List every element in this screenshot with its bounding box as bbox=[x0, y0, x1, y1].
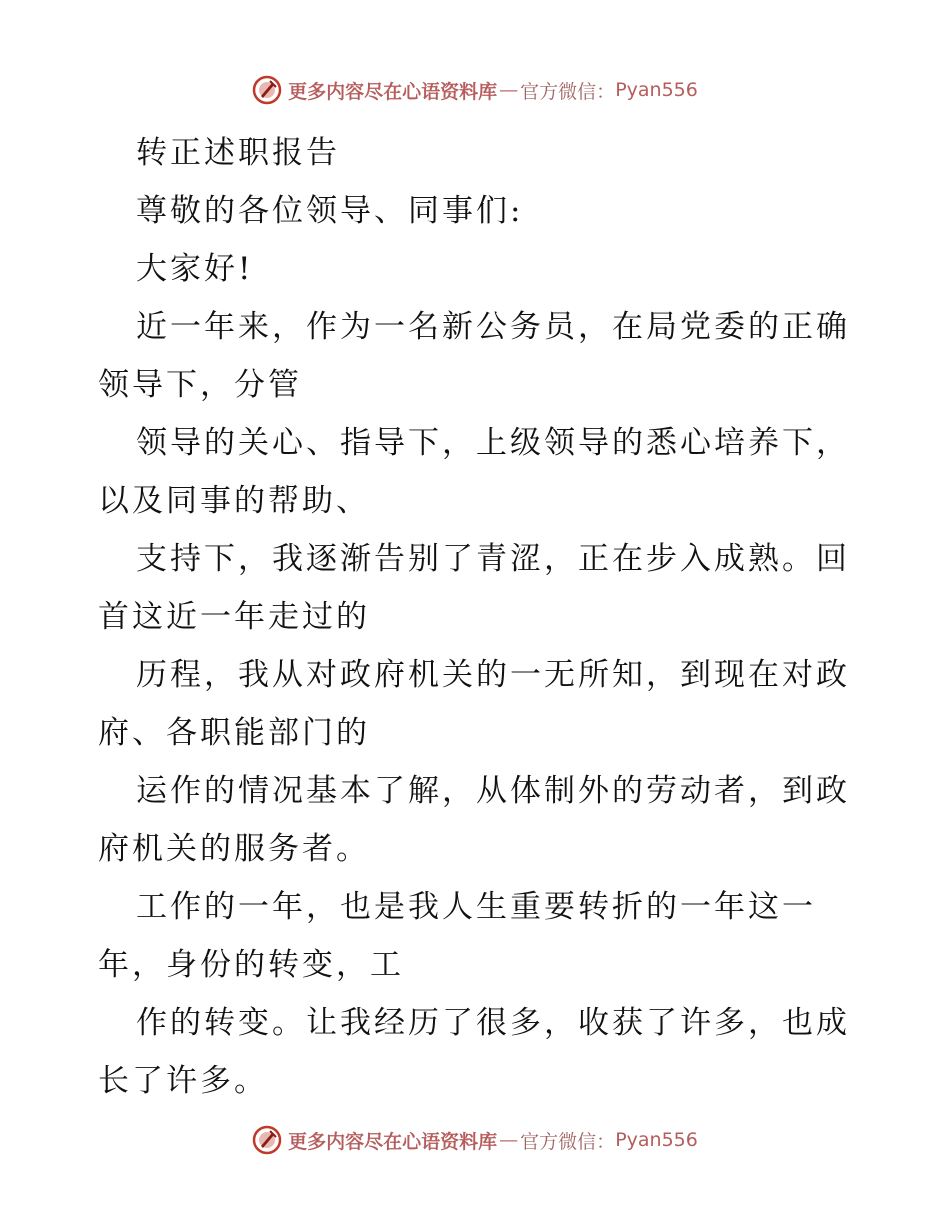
salutation: 尊敬的各位领导、同事们: bbox=[136, 193, 524, 229]
banner-dash: — bbox=[499, 1129, 519, 1151]
banner-site-text: 更多内容尽在心语资料库 bbox=[288, 80, 498, 103]
banner-wechat-label: 官方微信： bbox=[520, 1130, 616, 1153]
body-paragraph: 历程，我从对政府机关的一无所知，到现在对政府、各职能部门的 bbox=[98, 657, 850, 751]
brand-logo-icon bbox=[252, 1125, 282, 1155]
banner-wechat-label: 官方微信： bbox=[520, 80, 616, 103]
body-paragraph: 工作的一年，也是我人生重要转折的一年这一年，身份的转变，工 bbox=[98, 889, 816, 983]
banner-wechat-handle: Pyan556 bbox=[615, 1129, 698, 1151]
header-banner bbox=[0, 70, 950, 110]
body-paragraph: 运作的情况基本了解，从体制外的劳动者，到政府机关的服务者。 bbox=[98, 773, 850, 867]
footer-banner bbox=[0, 1120, 950, 1160]
banner-wechat-handle: Pyan556 bbox=[615, 79, 698, 101]
body-paragraph: 近一年来，作为一名新公务员，在局党委的正确领导下，分管 bbox=[98, 309, 850, 403]
document-body bbox=[98, 124, 856, 1110]
body-paragraph: 支持下，我逐渐告别了青涩，正在步入成熟。回首这近一年走过的 bbox=[98, 541, 850, 635]
banner-site-text: 更多内容尽在心语资料库 bbox=[288, 1130, 498, 1153]
brand-logo-icon bbox=[252, 75, 282, 105]
body-paragraph: 领导的关心、指导下，上级领导的悉心培养下，以及同事的帮助、 bbox=[98, 425, 850, 519]
greeting: 大家好! bbox=[136, 251, 254, 287]
document-title: 转正述职报告 bbox=[136, 135, 340, 171]
banner-dash: — bbox=[499, 79, 519, 101]
body-paragraph: 作的转变。让我经历了很多，收获了许多，也成长了许多。 bbox=[98, 1005, 850, 1099]
